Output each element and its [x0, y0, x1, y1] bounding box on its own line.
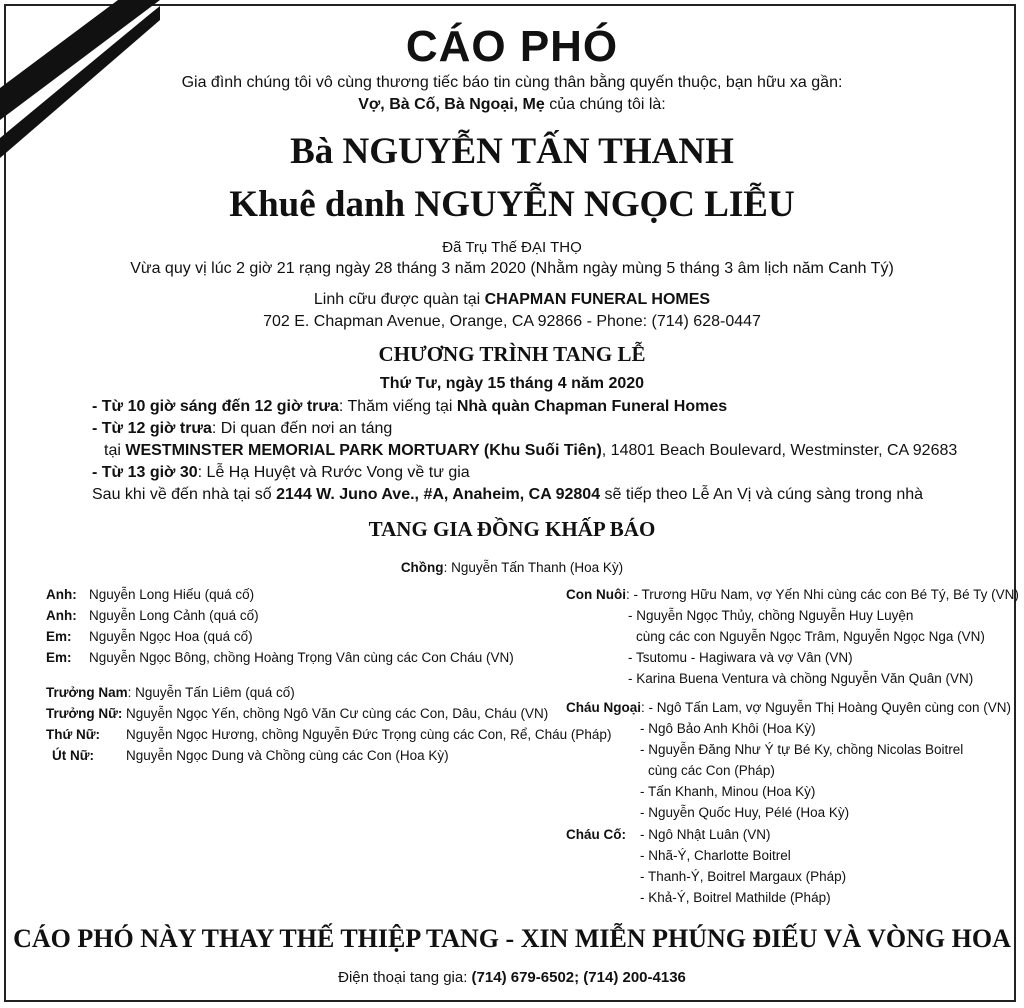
relative-name: Nguyễn Long Cảnh (quá cố)	[89, 608, 259, 623]
list-item	[46, 608, 259, 623]
list-item: - Khả-Ý, Boitrel Mathilde (Pháp)	[640, 890, 831, 905]
relation-label: Út Nữ:	[52, 748, 95, 763]
relation-label: Em:	[46, 629, 72, 644]
relation-line	[0, 96, 1024, 114]
funeral-home-line	[0, 291, 1024, 309]
phone-line	[0, 969, 1024, 986]
age-text: Đã Trụ Thế ĐẠI THỌ	[442, 239, 582, 256]
relative-name: Nguyễn Ngọc Yến, chồng Ngô Văn Cư cùng các Con, Dâu, Cháu (VN)	[126, 706, 549, 721]
footer-notice: CÁO PHÓ NÀY THAY THẾ THIỆP TANG - XIN MIỄN PHÚNG ĐIẾU VÀ VÒNG HOA	[13, 924, 1011, 953]
list-item: cùng các con Nguyễn Ngọc Trâm, Nguyễn Ngọc Nga (VN)	[636, 629, 985, 644]
relation-label: Anh:	[46, 587, 77, 602]
family-title: TANG GIA ĐỒNG KHẤP BÁO	[368, 517, 656, 541]
funeral-home-name: CHAPMAN FUNERAL HOMES	[484, 291, 711, 308]
program-place: WESTMINSTER MEMORIAL PARK MORTUARY (Khu Suối Tiên)	[125, 442, 602, 459]
relation-label: Con Nuôi	[566, 587, 626, 602]
program-line-4	[92, 464, 470, 482]
list-item: - Ngô Nhật Luân (VN)	[640, 827, 771, 842]
funeral-home-address: 702 E. Chapman Avenue, Orange, CA 92866 - Phone: (714) 628-0447	[263, 313, 761, 330]
program-line-3	[104, 442, 957, 460]
relation-label-text: Cháu Cố:	[566, 827, 626, 842]
list-item: - Nguyễn Quốc Huy, Pélé (Hoa Kỳ)	[640, 805, 850, 820]
list-item	[46, 706, 548, 721]
list-item: - Nguyễn Đăng Như Ý tự Bé Ky, chồng Nicolas Boitrel	[640, 742, 964, 757]
relation-label: Cháu Ngoại	[566, 700, 642, 715]
relative-name: : - Ngô Tấn Lam, vợ Nguyễn Thị Hoàng Quyên cùng con (VN)	[641, 700, 1012, 715]
program-place: Nhà quàn Chapman Funeral Homes	[456, 398, 728, 415]
list-item: - Ngô Bảo Anh Khôi (Hoa Kỳ)	[640, 721, 816, 736]
program-line-5	[92, 486, 923, 504]
program-title: CHƯƠNG TRÌNH TANG LỄ	[378, 342, 646, 366]
program-text: sẽ tiếp theo Lễ An Vị và cúng sàng trong nhà	[600, 486, 924, 503]
relation-label: Anh:	[46, 608, 77, 623]
list-item: - Tấn Khanh, Minou (Hoa Kỳ)	[640, 784, 816, 799]
list-item: - Thanh-Ý, Boitrel Margaux (Pháp)	[640, 869, 847, 884]
deceased-name: Bà NGUYỄN TẤN THANH	[290, 131, 734, 172]
program-time: - Từ 10 giờ sáng đến 12 giờ trưa	[92, 398, 339, 415]
list-item	[566, 587, 1019, 602]
list-item: - Nguyễn Ngọc Thủy, chồng Nguyễn Huy Luyện	[628, 608, 914, 623]
phone-numbers: (714) 679-6502; (714) 200-4136	[467, 969, 686, 986]
relative-name: Nguyễn Ngọc Hoa (quá cố)	[89, 629, 253, 644]
relative-name: : - Trương Hữu Nam, vợ Yến Nhi cùng các con Bé Tý, Bé Ty (VN)	[626, 587, 1019, 602]
list-item: - Nhã-Ý, Charlotte Boitrel	[640, 848, 791, 863]
list-item	[46, 685, 295, 700]
relation-label	[566, 827, 626, 842]
relative-name: Nguyễn Ngọc Bông, chồng Hoàng Trọng Vân cùng các Con Cháu (VN)	[89, 650, 514, 665]
program-time: - Từ 13 giờ 30	[92, 464, 198, 481]
page-title: CÁO PHÓ	[405, 22, 619, 71]
list-item: - Tsutomu - Hagiwara và vợ Vân (VN)	[628, 650, 853, 665]
relative-name: : Nguyễn Tấn Liêm (quá cố)	[127, 685, 295, 700]
intro-text: Gia đình chúng tôi vô cùng thương tiếc báo tin cùng thân bằng quyến thuộc, bạn hữu xa gần:	[181, 74, 843, 91]
deceased-birth-name: Khuê danh NGUYỄN NGỌC LIỄU	[229, 184, 795, 225]
list-item	[566, 700, 1011, 715]
program-text: : Thăm viếng tại	[338, 398, 457, 415]
home-address: 2144 W. Juno Ave., #A, Anaheim, CA 92804	[276, 486, 601, 503]
program-line-2	[92, 420, 392, 438]
list-item	[46, 629, 253, 644]
relative-name: Nguyễn Ngọc Dung và Chồng cùng các Con (Hoa Kỳ)	[126, 748, 449, 763]
relation-label: Thứ Nữ:	[46, 727, 101, 742]
relative-name: Nguyễn Ngọc Hương, chồng Nguyễn Đức Trọng cùng các Con, Rể, Cháu (Pháp)	[126, 727, 612, 742]
funeral-home-prefix: Linh cữu được quàn tại	[313, 291, 485, 308]
program-text: : Lễ Hạ Huyệt và Rước Vong về tư gia	[197, 464, 470, 481]
relation-suffix: của chúng tôi là:	[544, 96, 666, 113]
relation-label: Em:	[46, 650, 72, 665]
relative-name: Nguyễn Long Hiếu (quá cố)	[89, 587, 255, 602]
program-time: - Từ 12 giờ trưa	[92, 420, 212, 437]
relation-label: Trưởng Nữ:	[46, 706, 123, 721]
husband-line	[0, 560, 1024, 575]
list-item: - Karina Buena Ventura và chồng Nguyễn Văn Quân (VN)	[628, 671, 974, 686]
program-text: : Di quan đến nơi an táng	[211, 420, 393, 437]
list-item	[46, 587, 254, 602]
list-item: cùng các Con (Pháp)	[648, 763, 775, 778]
program-text: tại	[104, 442, 126, 459]
relation-label: Trưởng Nam	[46, 685, 128, 700]
program-address: , 14801 Beach Boulevard, Westminster, CA 92683	[601, 442, 958, 459]
phone-label: Điện thoại tang gia:	[338, 969, 468, 986]
husband-name: : Nguyễn Tấn Thanh (Hoa Kỳ)	[443, 560, 624, 575]
husband-label: Chồng	[400, 560, 444, 575]
list-item	[46, 727, 611, 742]
program-date: Thứ Tư, ngày 15 tháng 4 năm 2020	[379, 375, 645, 392]
program-text: Sau khi về đến nhà tại số	[92, 486, 277, 503]
list-item	[46, 650, 514, 665]
program-line-1	[92, 398, 727, 416]
passed-text: Vừa quy vị lúc 2 giờ 21 rạng ngày 28 tháng 3 năm 2020 (Nhằm ngày mùng 5 tháng 3 âm lịch năm Canh Tý)	[130, 260, 894, 277]
relation: Vợ, Bà Cố, Bà Ngoại, Mẹ	[358, 96, 545, 113]
list-item	[52, 748, 449, 763]
